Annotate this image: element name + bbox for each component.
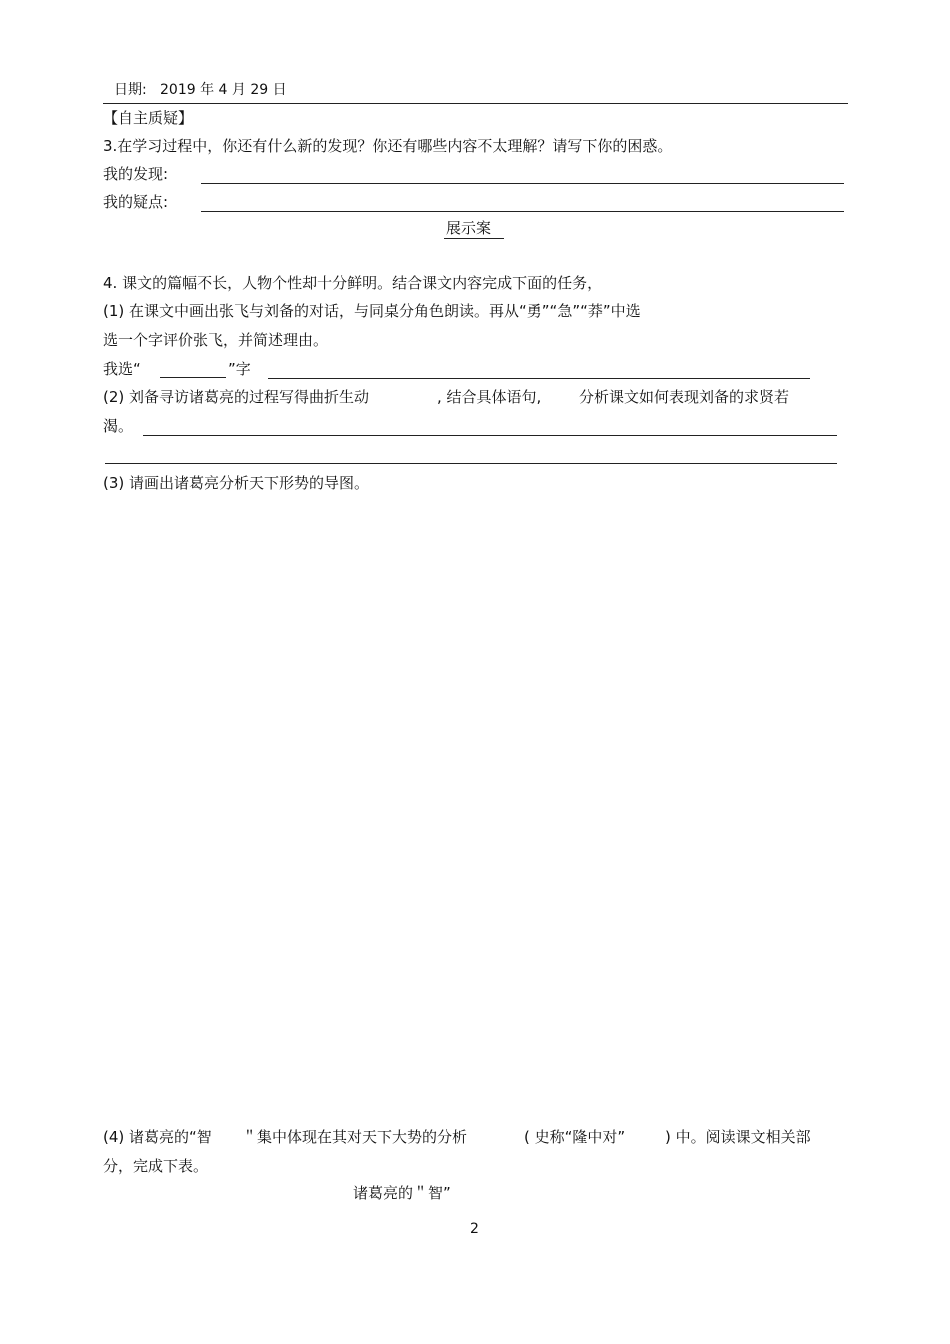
choice-suffix: ”字 bbox=[228, 360, 251, 378]
question-4-part2-line2: 渴。 bbox=[103, 417, 134, 435]
show-section-title: 展示案 bbox=[446, 219, 492, 237]
choice-prefix: 我选“ bbox=[103, 360, 141, 378]
question-4-part4-b: ＂集中体现在其对天下大势的分析 bbox=[242, 1128, 468, 1146]
table-title: 诸葛亮的＂智” bbox=[353, 1184, 451, 1202]
question-4-part1-line1: (1) 在课文中画出张飞与刘备的对话，与同桌分角色朗读。再从“勇”“急”“莽”中选 bbox=[103, 302, 641, 320]
show-section-title-underline bbox=[444, 238, 504, 239]
chosen-character-blank[interactable] bbox=[160, 377, 226, 378]
question-4-part2-c: 分析课文如何表现刘备的求贤若 bbox=[579, 388, 790, 406]
question-4-part4-d: ) 中。阅读课文相关部 bbox=[665, 1128, 811, 1146]
part2-answer-line-2[interactable] bbox=[105, 463, 837, 464]
date-label: 日期: bbox=[114, 82, 147, 98]
discovery-answer-line[interactable] bbox=[201, 183, 844, 184]
question-4-part4-line2: 分，完成下表。 bbox=[103, 1157, 209, 1175]
part2-answer-line-1[interactable] bbox=[143, 435, 837, 436]
self-question-heading: 【自主质疑】 bbox=[103, 109, 194, 127]
doubt-label: 我的疑点: bbox=[103, 193, 169, 211]
question-3: 3.在学习过程中，你还有什么新的发现？你还有哪些内容不太理解？请写下你的困惑。 bbox=[103, 137, 673, 155]
date-value: 2019 年 4 月 29 日 bbox=[160, 82, 287, 98]
question-4-part2-a: (2) 刘备寻访诸葛亮的过程写得曲折生动 bbox=[103, 388, 370, 406]
discovery-label: 我的发现: bbox=[103, 165, 169, 183]
question-4-part4-c: ( 史称“隆中对” bbox=[524, 1128, 626, 1146]
question-4-intro: 4. 课文的篇幅不长，人物个性却十分鲜明。结合课文内容完成下面的任务， bbox=[103, 274, 603, 292]
header-rule bbox=[103, 103, 848, 104]
reason-answer-line[interactable] bbox=[268, 378, 810, 379]
question-4-part3: (3) 请画出诸葛亮分析天下形势的导图。 bbox=[103, 474, 370, 492]
page-number: 2 bbox=[470, 1221, 479, 1237]
question-4-part2-b: , 结合具体语句, bbox=[437, 388, 542, 406]
doubt-answer-line[interactable] bbox=[201, 211, 844, 212]
question-4-part4-a: (4) 诸葛亮的“智 bbox=[103, 1128, 212, 1146]
question-4-part1-line2: 选一个字评价张飞，并简述理由。 bbox=[103, 331, 329, 349]
